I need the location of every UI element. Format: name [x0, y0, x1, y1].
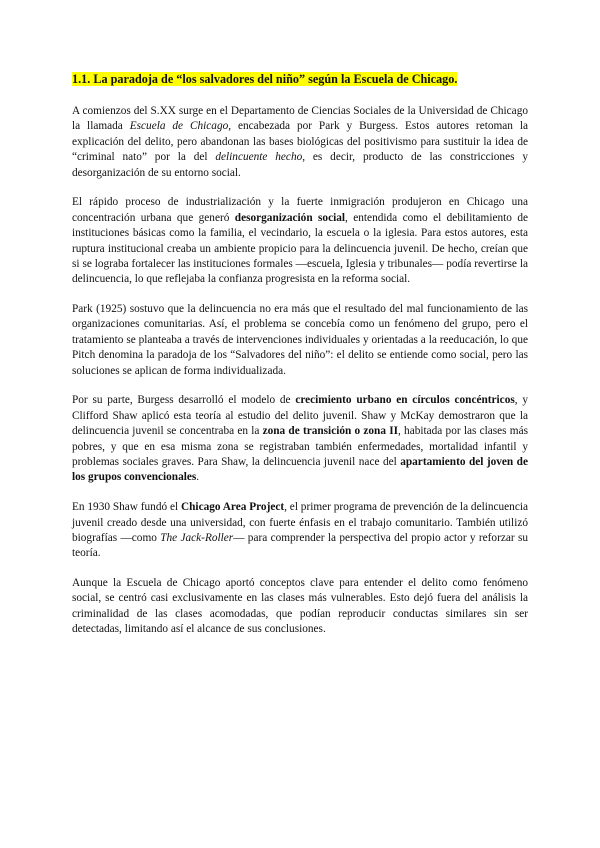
italic-text: delincuente hecho [215, 151, 303, 164]
section-heading-text: 1.1. La paradoja de “los salvadores del niño” según la Escuela de Chicago. [72, 72, 458, 86]
text-run: Park (1925) sostuvo que la delincuencia no era más que el resultado del mal funcionamiento de las organizaciones comunitarias. Así, el problema se concebía como un fenómeno del grupo, pero el tratamiento se planteaba a través de intervenciones individuales y orientadas a la reeducación, lo que Pitch denomina la paradoja de los “Salvadores del niño”: el delito se entiende como social, pero las soluciones se aplican de forma individualizada. [72, 303, 528, 377]
bold-text: crecimiento urbano en círculos concéntricos [295, 394, 515, 407]
bold-text: desorganización social [234, 211, 346, 224]
paragraph-5 [72, 500, 528, 562]
paragraph-3 [72, 302, 528, 379]
bold-text: zona de transición o zona II [262, 425, 398, 438]
text-run: Aunque la Escuela de Chicago aportó conceptos clave para entender el delito como fenómeno social, se centró casi exclusivamente en las clases más vulnerables. Esto dejó fuera del análisis la criminalidad de las clases acomodadas, que podían reproducir conductas similares sin ser detectadas, limitando así el alcance de sus conclusiones. [72, 577, 528, 636]
text-run: , el primer programa de prevención de la delincuencia juvenil creado desde una universidad, con fuerte énfasis en el trabajo comunitario. También utilizó biografías —como [72, 501, 529, 544]
text-run: , es decir, producto de las constricciones y desorganización de su entorno social. [72, 151, 528, 179]
paragraph-2 [72, 195, 528, 287]
paragraph-1 [72, 104, 528, 181]
text-run: . [196, 471, 200, 484]
section-heading [72, 71, 528, 88]
text-run: , habitada por las clases más pobres, y que en esa misma zona se registraban también enfermedades, mortalidad infantil y problemas sociales graves. Para Shaw, la delincuencia juvenil nace del [72, 425, 528, 469]
bold-text: Chicago Area Project [180, 501, 285, 514]
text-run: — para comprender la perspectiva del propio actor y reforzar su teoría. [72, 531, 528, 560]
text-run: , y Clifford Shaw aplicó esta teoría al estudio del delito juvenil. Shaw y McKay demostraron que la delincuencia juvenil se concentraba en la [72, 394, 528, 438]
paragraph-4 [72, 393, 528, 485]
italic-text: Escuela de Chicago [129, 120, 229, 133]
document-body [72, 104, 528, 638]
italic-text: The Jack-Roller [160, 531, 234, 544]
text-run: El rápido proceso de industrialización y la fuerte inmigración produjeron en Chicago una concentración urbana que generó [72, 196, 528, 224]
text-run: , entendida como el debilitamiento de instituciones básicas como la familia, el vecindario, la escuela o la iglesia. Para estos autores, esta ruptura institucional creaba un ambiente propicio para la delincuencia juvenil. De hecho, creían que si se lograba fortalecer las instituciones formales —escuela, Iglesia y tribunales— podía revertirse la delincuencia, lo que reflejaba la confianza progresista en la reforma social. [72, 211, 528, 286]
text-run: A comienzos del S.XX surge en el Departamento de Ciencias Sociales de la Universidad de Chicago la llamada [72, 105, 528, 133]
bold-text: apartamiento del joven de los grupos convencionales [72, 456, 528, 484]
paragraph-6 [72, 576, 528, 638]
text-run: Por su parte, Burgess desarrolló el modelo de [72, 394, 296, 407]
text-run: , encabezada por Park y Burgess. Estos autores retoman la explicación del delito, pero abandonan las bases biológicas del positivismo para sustituir la idea de “criminal nato” por la del [72, 120, 529, 164]
text-run: En 1930 Shaw fundó el [72, 501, 181, 514]
